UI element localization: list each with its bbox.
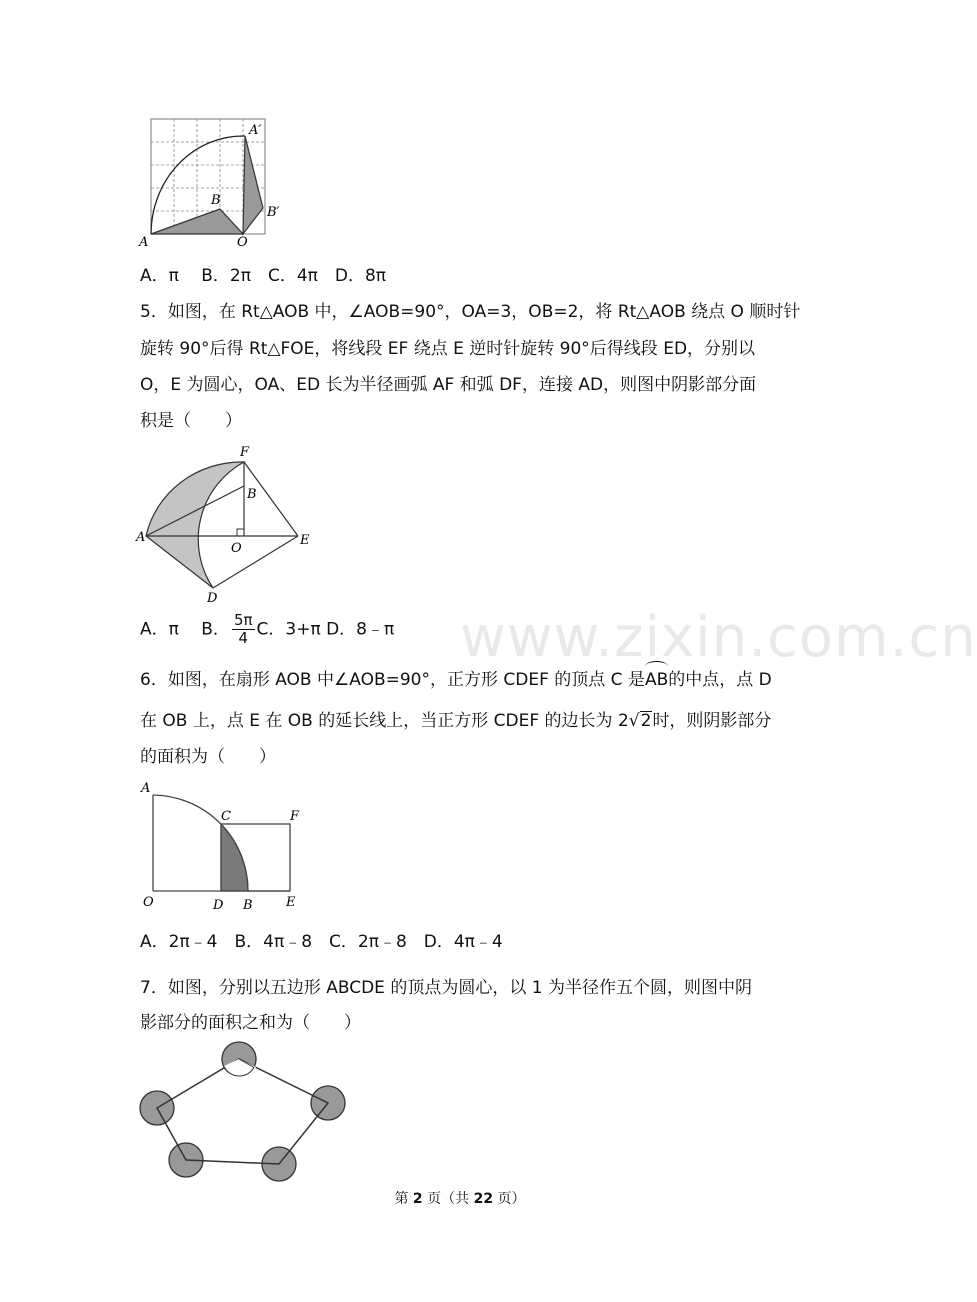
q6-line1-a: 6．如图，在扇形 AOB 中∠AOB=90°，正方形 CDEF 的顶点 C 是: [140, 670, 645, 690]
q5-label-a: A: [136, 530, 146, 545]
q4-label-b-prime: B′: [267, 205, 280, 220]
footer-post: 页）: [493, 1191, 526, 1207]
q6-label-f: F: [290, 809, 300, 824]
q5-label-f: F: [240, 445, 250, 460]
footer-pre: 第: [394, 1191, 413, 1207]
q6-line1-b: 的中点，点 D: [668, 670, 772, 690]
q5-fraction-denominator: 4: [238, 629, 248, 647]
q6-label-o: O: [143, 895, 154, 910]
q6-line3: 的面积为（ ）: [140, 747, 276, 767]
q5-figure: [135, 440, 325, 610]
q5-line4: 积是（ ）: [140, 411, 242, 431]
q4-options: A．π B．2π C．4π D．8π: [140, 266, 387, 286]
q5-fraction: [232, 612, 255, 647]
q6-line2: [140, 710, 771, 732]
footer-total-pages: 22: [473, 1191, 494, 1207]
q6-line2-a: 在 OB 上，点 E 在 OB 的延长线上，当正方形 CDEF 的边长为 2: [140, 711, 629, 731]
q4-label-b: B: [211, 193, 221, 208]
q6-line2-b: 时，则阴影部分: [652, 711, 772, 731]
q7-figure: [135, 1038, 355, 1188]
q6-options: A．2π﹣4 B．4π﹣8 C．2π﹣8 D．4π﹣4: [140, 932, 503, 952]
q5-options: [140, 612, 394, 647]
watermark: www.zixin.com.cn: [460, 605, 977, 670]
q6-label-d: D: [213, 898, 224, 913]
footer-page-number: 2: [412, 1191, 423, 1207]
q5-label-d: D: [207, 591, 218, 606]
q6-label-b: B: [243, 898, 253, 913]
q6-label-a: A: [141, 781, 151, 796]
q6-line1: [140, 669, 772, 691]
q6-sqrt-sign: √: [628, 711, 640, 731]
q4-figure: [135, 112, 295, 252]
q5-label-b: B: [247, 487, 257, 502]
q5-label-e: E: [300, 533, 310, 548]
q6-figure: [135, 778, 310, 913]
q6-label-e: E: [286, 895, 296, 910]
page-footer: [0, 1188, 920, 1208]
q6-sqrt-radicand: 2: [640, 711, 652, 731]
q6-label-c: C: [221, 809, 231, 824]
footer-mid: 页（共: [422, 1191, 474, 1207]
q7-line1: 7．如图，分别以五边形 ABCDE 的顶点为圆心，以 1 为半径作五个圆，则图中阴: [140, 978, 752, 998]
q5-line2: 旋转 90°后得 Rt△FOE，将线段 EF 绕点 E 逆时针旋转 90°后得线段 ED，分别以: [140, 339, 756, 359]
q5-option-a-b: A．π B．: [140, 619, 230, 640]
q5-label-o: O: [231, 541, 242, 556]
q6-arc-ab: [645, 669, 668, 691]
q5-line3: O，E 为圆心，OA、ED 长为半径画弧 AF 和弧 DF，连接 AD，则图中阴影部分面: [140, 375, 757, 395]
q5-fraction-numerator: 5π: [233, 611, 253, 629]
q4-label-o: O: [237, 235, 248, 250]
q7-line2: 影部分的面积之和为（ ）: [140, 1013, 361, 1033]
q6-arc-text: AB: [644, 670, 669, 690]
q4-label-a-prime: A′: [249, 123, 262, 138]
q4-label-a: A: [139, 235, 149, 250]
q5-option-c-d: C．3+π D．8﹣π: [256, 619, 395, 640]
q5-line1: 5．如图，在 Rt△AOB 中，∠AOB=90°，OA=3，OB=2，将 Rt△AOB 绕点 O 顺时针: [140, 302, 801, 322]
